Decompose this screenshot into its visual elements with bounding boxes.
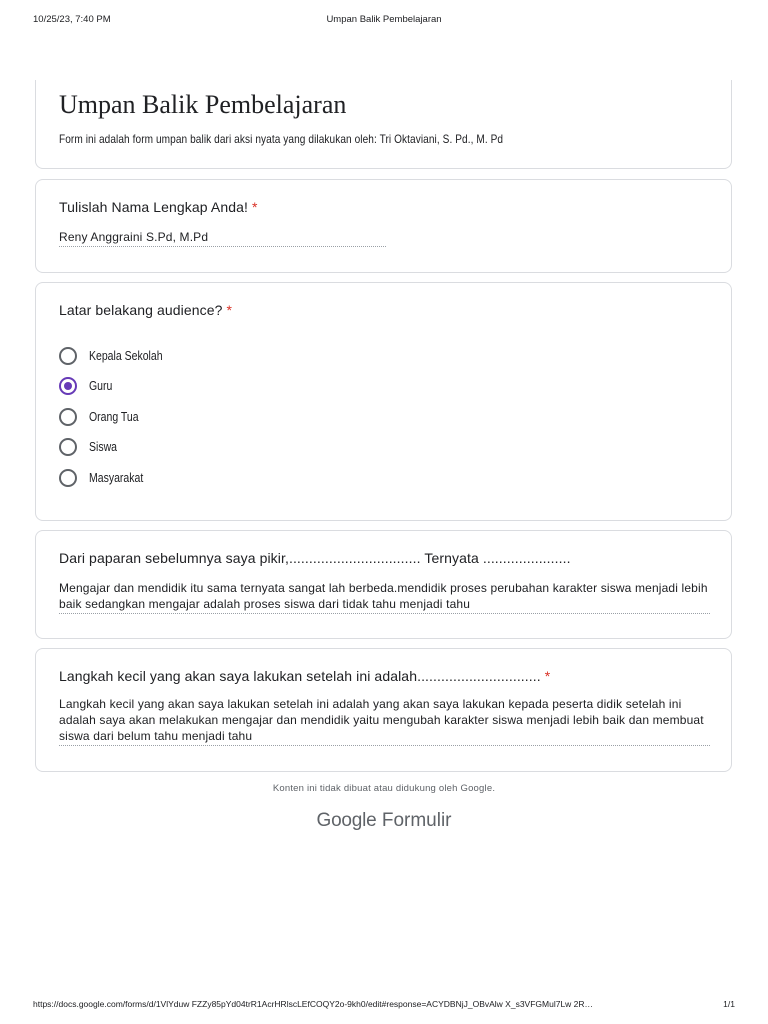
brand-google: Google: [316, 810, 377, 831]
required-marker: *: [544, 668, 551, 684]
brand-product: Formulir: [381, 810, 452, 831]
print-page-title: Umpan Balik Pembelajaran: [326, 14, 442, 25]
form-description: Form ini adalah form umpan balik dari aksi nyata yang dilakukan oleh: Tri Oktaviani, S. Pd., M. Pd: [59, 132, 504, 146]
langkah-answer-field[interactable]: Langkah kecil yang akan saya lakukan setelah ini adalah yang akan saya lakukan kepada peserta didik setelah ini adalah saya akan melakukan mengajar dan mendidik yaitu mengubah karakter siswa menjadi lebih baik dan membuat siswa dari belum tahu menjadi tahu: [59, 696, 710, 746]
radio-unchecked-icon[interactable]: [59, 438, 77, 456]
print-datetime: 10/25/23, 7:40 PM: [33, 14, 111, 25]
question-text: Latar belakang audience?: [59, 302, 223, 318]
question-text: Dari paparan sebelumnya saya pikir,................................. Ternyata ......................: [59, 550, 571, 566]
option-label: Orang Tua: [89, 410, 139, 424]
radio-unchecked-icon[interactable]: [59, 469, 77, 487]
question-label: [59, 199, 258, 215]
radio-checked-icon[interactable]: [59, 377, 77, 395]
option-label: Kepala Sekolah: [89, 349, 163, 363]
print-header: [0, 14, 768, 28]
google-forms-logo[interactable]: [0, 810, 768, 832]
option-masyarakat[interactable]: [59, 468, 154, 488]
question-text: Tulislah Nama Lengkap Anda!: [59, 199, 248, 215]
question-card-langkah: [35, 648, 732, 772]
google-disclaimer: Konten ini tidak dibuat atau didukung oleh Google.: [272, 783, 496, 794]
radio-dot: [64, 382, 72, 390]
option-label: Guru: [89, 379, 113, 393]
question-card-name: [35, 179, 732, 273]
print-footer: [0, 999, 768, 1011]
question-card-latar: [35, 282, 732, 521]
radio-unchecked-icon[interactable]: [59, 408, 77, 426]
name-answer-field[interactable]: Reny Anggraini S.Pd, M.Pd: [59, 229, 386, 247]
print-url: https://docs.google.com/forms/d/1VlYduw FZZy85pYd04trR1AcrHRlscLEfCOQY2o-9kh0/edit#response=ACYDBNjJ_OBvAlw X_s3VFGMul7Lw 2R…: [33, 999, 594, 1009]
paparan-answer-field[interactable]: Mengajar dan mendidik itu sama ternyata sangat lah berbeda.mendidik proses perubahan karakter siswa menjadi lebih baik sedangkan mengajar adalah proses siswa dari tidak tahu menjadi tahu: [59, 580, 710, 614]
option-siswa[interactable]: [59, 437, 122, 457]
question-text: Langkah kecil yang akan saya lakukan setelah ini adalah...............................: [59, 668, 541, 684]
option-orang-tua[interactable]: [59, 407, 148, 427]
radio-unchecked-icon[interactable]: [59, 347, 77, 365]
required-marker: *: [251, 199, 258, 215]
form-title: Umpan Balik Pembelajaran: [59, 90, 347, 119]
option-label: Masyarakat: [89, 471, 144, 485]
question-label: [59, 668, 550, 684]
form-header-card: [35, 80, 732, 169]
required-marker: *: [226, 302, 233, 318]
question-label: [59, 550, 571, 566]
question-label: [59, 302, 232, 318]
print-page-number: 1/1: [723, 999, 735, 1009]
option-label: Siswa: [89, 440, 118, 454]
option-kepala-sekolah[interactable]: [59, 346, 177, 366]
option-guru[interactable]: [59, 376, 117, 396]
question-card-paparan: [35, 530, 732, 639]
